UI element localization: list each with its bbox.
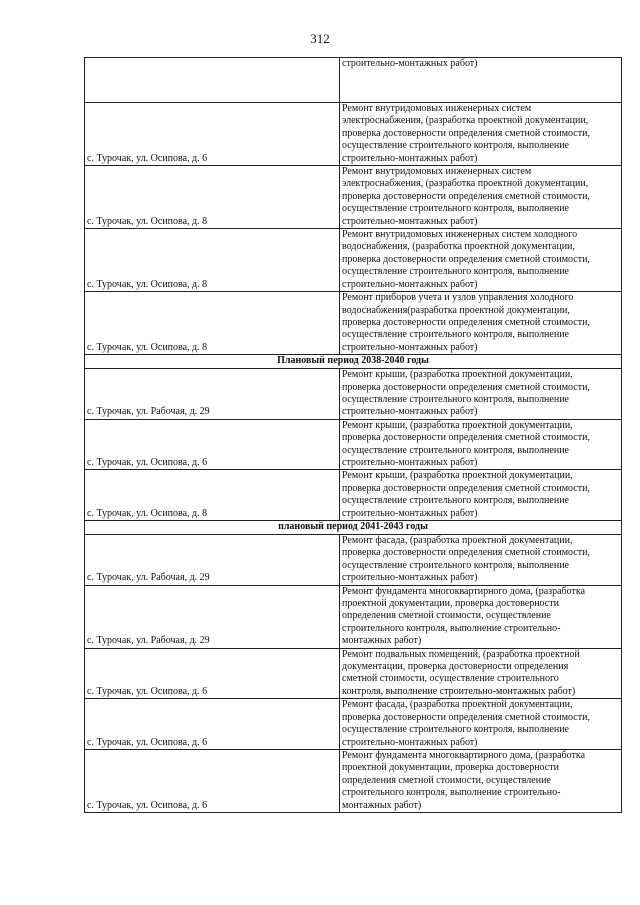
table-row bbox=[85, 585, 622, 648]
work-description-line: строительно-монтажных работ) bbox=[342, 58, 478, 69]
address-cell: с. Турочак, ул. Осипова, д. 6 bbox=[85, 699, 340, 750]
work-description-line: строительно-монтажных работ) bbox=[342, 507, 478, 519]
work-description-line: Ремонт крыши, (разработка проектной документации, bbox=[342, 369, 573, 381]
work-description-line: осуществление строительного контроля, выполнение bbox=[342, 444, 569, 456]
work-description-line: строительно-монтажных работ) bbox=[342, 406, 478, 418]
address-cell: с. Турочак, ул. Осипова, д. 8 bbox=[85, 166, 340, 229]
work-description-cell bbox=[340, 369, 622, 420]
work-description-cell bbox=[340, 103, 622, 166]
section-title: плановый период 2041-2043 годы bbox=[85, 521, 622, 535]
work-description-line: водоснабжения, (разработка проектной документации, bbox=[342, 241, 575, 253]
table-row bbox=[85, 166, 622, 229]
page-number: 312 bbox=[310, 31, 330, 46]
work-description-line: проектной документации, проверка достоверности bbox=[342, 598, 559, 610]
work-description-line: осуществление строительного контроля, выполнение bbox=[342, 393, 569, 405]
table-row bbox=[85, 103, 622, 166]
work-description-line: осуществление строительного контроля, выполнение bbox=[342, 140, 569, 152]
work-description-line: Ремонт крыши, (разработка проектной документации, bbox=[342, 470, 573, 482]
work-description-cell bbox=[340, 648, 622, 699]
table-row bbox=[85, 369, 622, 420]
section-title: Плановый период 2038-2040 годы bbox=[85, 355, 622, 369]
work-description-line: проверка достоверности определения сметной стоимости, bbox=[342, 381, 590, 393]
table-row bbox=[85, 648, 622, 699]
work-description-line: осуществление строительного контроля, выполнение bbox=[342, 724, 569, 736]
work-description-line: строительно-монтажных работ) bbox=[342, 572, 478, 584]
work-description-line: строительного контроля, выполнение строительно- bbox=[342, 787, 561, 799]
table-row bbox=[85, 535, 622, 586]
repair-schedule-table bbox=[84, 57, 622, 813]
work-description-cell bbox=[340, 58, 622, 103]
work-description-line: электроснабжения, (разработка проектной документации, bbox=[342, 115, 589, 127]
work-description-line: определения сметной стоимости, осуществление bbox=[342, 774, 551, 786]
work-description-line: осуществление строительного контроля, выполнение bbox=[342, 203, 569, 215]
work-description-line: осуществление строительного контроля, выполнение bbox=[342, 266, 569, 278]
work-description-line: проверка достоверности определения сметной стоимости, bbox=[342, 190, 590, 202]
work-description-line: проверка достоверности определения сметной стоимости, bbox=[342, 316, 590, 328]
work-description-line: строительно-монтажных работ) bbox=[342, 736, 478, 748]
work-description-line: строительно-монтажных работ) bbox=[342, 215, 478, 227]
work-description-line: проверка достоверности определения сметной стоимости, bbox=[342, 482, 590, 494]
work-description-line: проверка достоверности определения сметной стоимости, bbox=[342, 432, 590, 444]
table-row bbox=[85, 292, 622, 355]
work-description-line: водоснабжения(разработка проектной документации, bbox=[342, 304, 570, 316]
work-description-line: осуществление строительного контроля, выполнение bbox=[342, 559, 569, 571]
work-description-line: строительно-монтажных работ) bbox=[342, 456, 478, 468]
address-cell: с. Турочак, ул. Рабочая, д. 29 bbox=[85, 369, 340, 420]
table-row bbox=[85, 58, 622, 103]
work-description-line: проверка достоверности определения сметной стоимости, bbox=[342, 547, 590, 559]
work-description-line: Ремонт внутридомовых инженерных систем bbox=[342, 166, 532, 178]
work-description-line: строительно-монтажных работ) bbox=[342, 278, 478, 290]
table-row bbox=[85, 229, 622, 292]
address-cell: с. Турочак, ул. Осипова, д. 8 bbox=[85, 292, 340, 355]
address-cell: с. Турочак, ул. Осипова, д. 8 bbox=[85, 470, 340, 521]
work-description-line: Ремонт крыши, (разработка проектной документации, bbox=[342, 419, 573, 431]
work-description-line: осуществление строительного контроля, выполнение bbox=[342, 495, 569, 507]
work-description-line: контроля, выполнение строительно-монтажных работ) bbox=[342, 685, 576, 697]
work-description-cell bbox=[340, 292, 622, 355]
work-description-line: проектной документации, проверка достоверности bbox=[342, 762, 559, 774]
table-row bbox=[85, 749, 622, 812]
work-description-line: Ремонт подвальных помещений, (разработка проектной bbox=[342, 648, 580, 660]
section-header-row bbox=[85, 355, 622, 369]
work-description-line: осуществление строительного контроля, выполнение bbox=[342, 329, 569, 341]
work-description-cell bbox=[340, 585, 622, 648]
repair-schedule-body bbox=[85, 58, 622, 813]
work-description-line: Ремонт фундамента многоквартирного дома, (разработка bbox=[342, 585, 586, 597]
work-description-line: монтажных работ) bbox=[342, 799, 422, 811]
address-cell: с. Турочак, ул. Осипова, д. 8 bbox=[85, 229, 340, 292]
table-row bbox=[85, 419, 622, 470]
work-description-cell bbox=[340, 470, 622, 521]
work-description-cell bbox=[340, 166, 622, 229]
work-description-line: Ремонт фасада, (разработка проектной документации, bbox=[342, 699, 573, 711]
address-cell: с. Турочак, ул. Рабочая, д. 29 bbox=[85, 585, 340, 648]
work-description-line: Ремонт внутридомовых инженерных систем bbox=[342, 103, 532, 114]
work-description-cell bbox=[340, 419, 622, 470]
work-description-line: документации, проверка достоверности определения bbox=[342, 661, 569, 673]
work-description-cell bbox=[340, 749, 622, 812]
work-description-cell bbox=[340, 699, 622, 750]
work-description-line: проверка достоверности определения сметной стоимости, bbox=[342, 711, 590, 723]
work-description-line: Ремонт фасада, (разработка проектной документации, bbox=[342, 535, 573, 546]
work-description-line: Ремонт внутридомовых инженерных систем холодного bbox=[342, 229, 578, 241]
work-description-line: проверка достоверности определения сметной стоимости, bbox=[342, 253, 590, 265]
work-description-line: монтажных работ) bbox=[342, 635, 422, 647]
address-cell bbox=[85, 58, 340, 103]
work-description-line: проверка достоверности определения сметной стоимости, bbox=[342, 127, 590, 139]
work-description-line: сметной стоимости, осуществление строительного bbox=[342, 673, 559, 685]
address-cell: с. Турочак, ул. Осипова, д. 6 bbox=[85, 648, 340, 699]
address-cell: с. Турочак, ул. Осипова, д. 6 bbox=[85, 749, 340, 812]
work-description-line: электроснабжения, (разработка проектной документации, bbox=[342, 178, 589, 190]
table-row bbox=[85, 699, 622, 750]
work-description-cell bbox=[340, 535, 622, 586]
address-cell: с. Турочак, ул. Осипова, д. 6 bbox=[85, 419, 340, 470]
work-description-line: строительно-монтажных работ) bbox=[342, 341, 478, 353]
work-description-cell bbox=[340, 229, 622, 292]
work-description-line: Ремонт приборов учета и узлов управления холодного bbox=[342, 292, 574, 304]
work-description-line: Ремонт фундамента многоквартирного дома, (разработка bbox=[342, 749, 586, 761]
section-header-row bbox=[85, 521, 622, 535]
work-description-line: строительного контроля, выполнение строительно- bbox=[342, 622, 561, 634]
address-cell: с. Турочак, ул. Осипова, д. 6 bbox=[85, 103, 340, 166]
table-row bbox=[85, 470, 622, 521]
work-description-line: определения сметной стоимости, осуществление bbox=[342, 610, 551, 622]
address-cell: с. Турочак, ул. Рабочая, д. 29 bbox=[85, 535, 340, 586]
work-description-line: строительно-монтажных работ) bbox=[342, 152, 478, 164]
